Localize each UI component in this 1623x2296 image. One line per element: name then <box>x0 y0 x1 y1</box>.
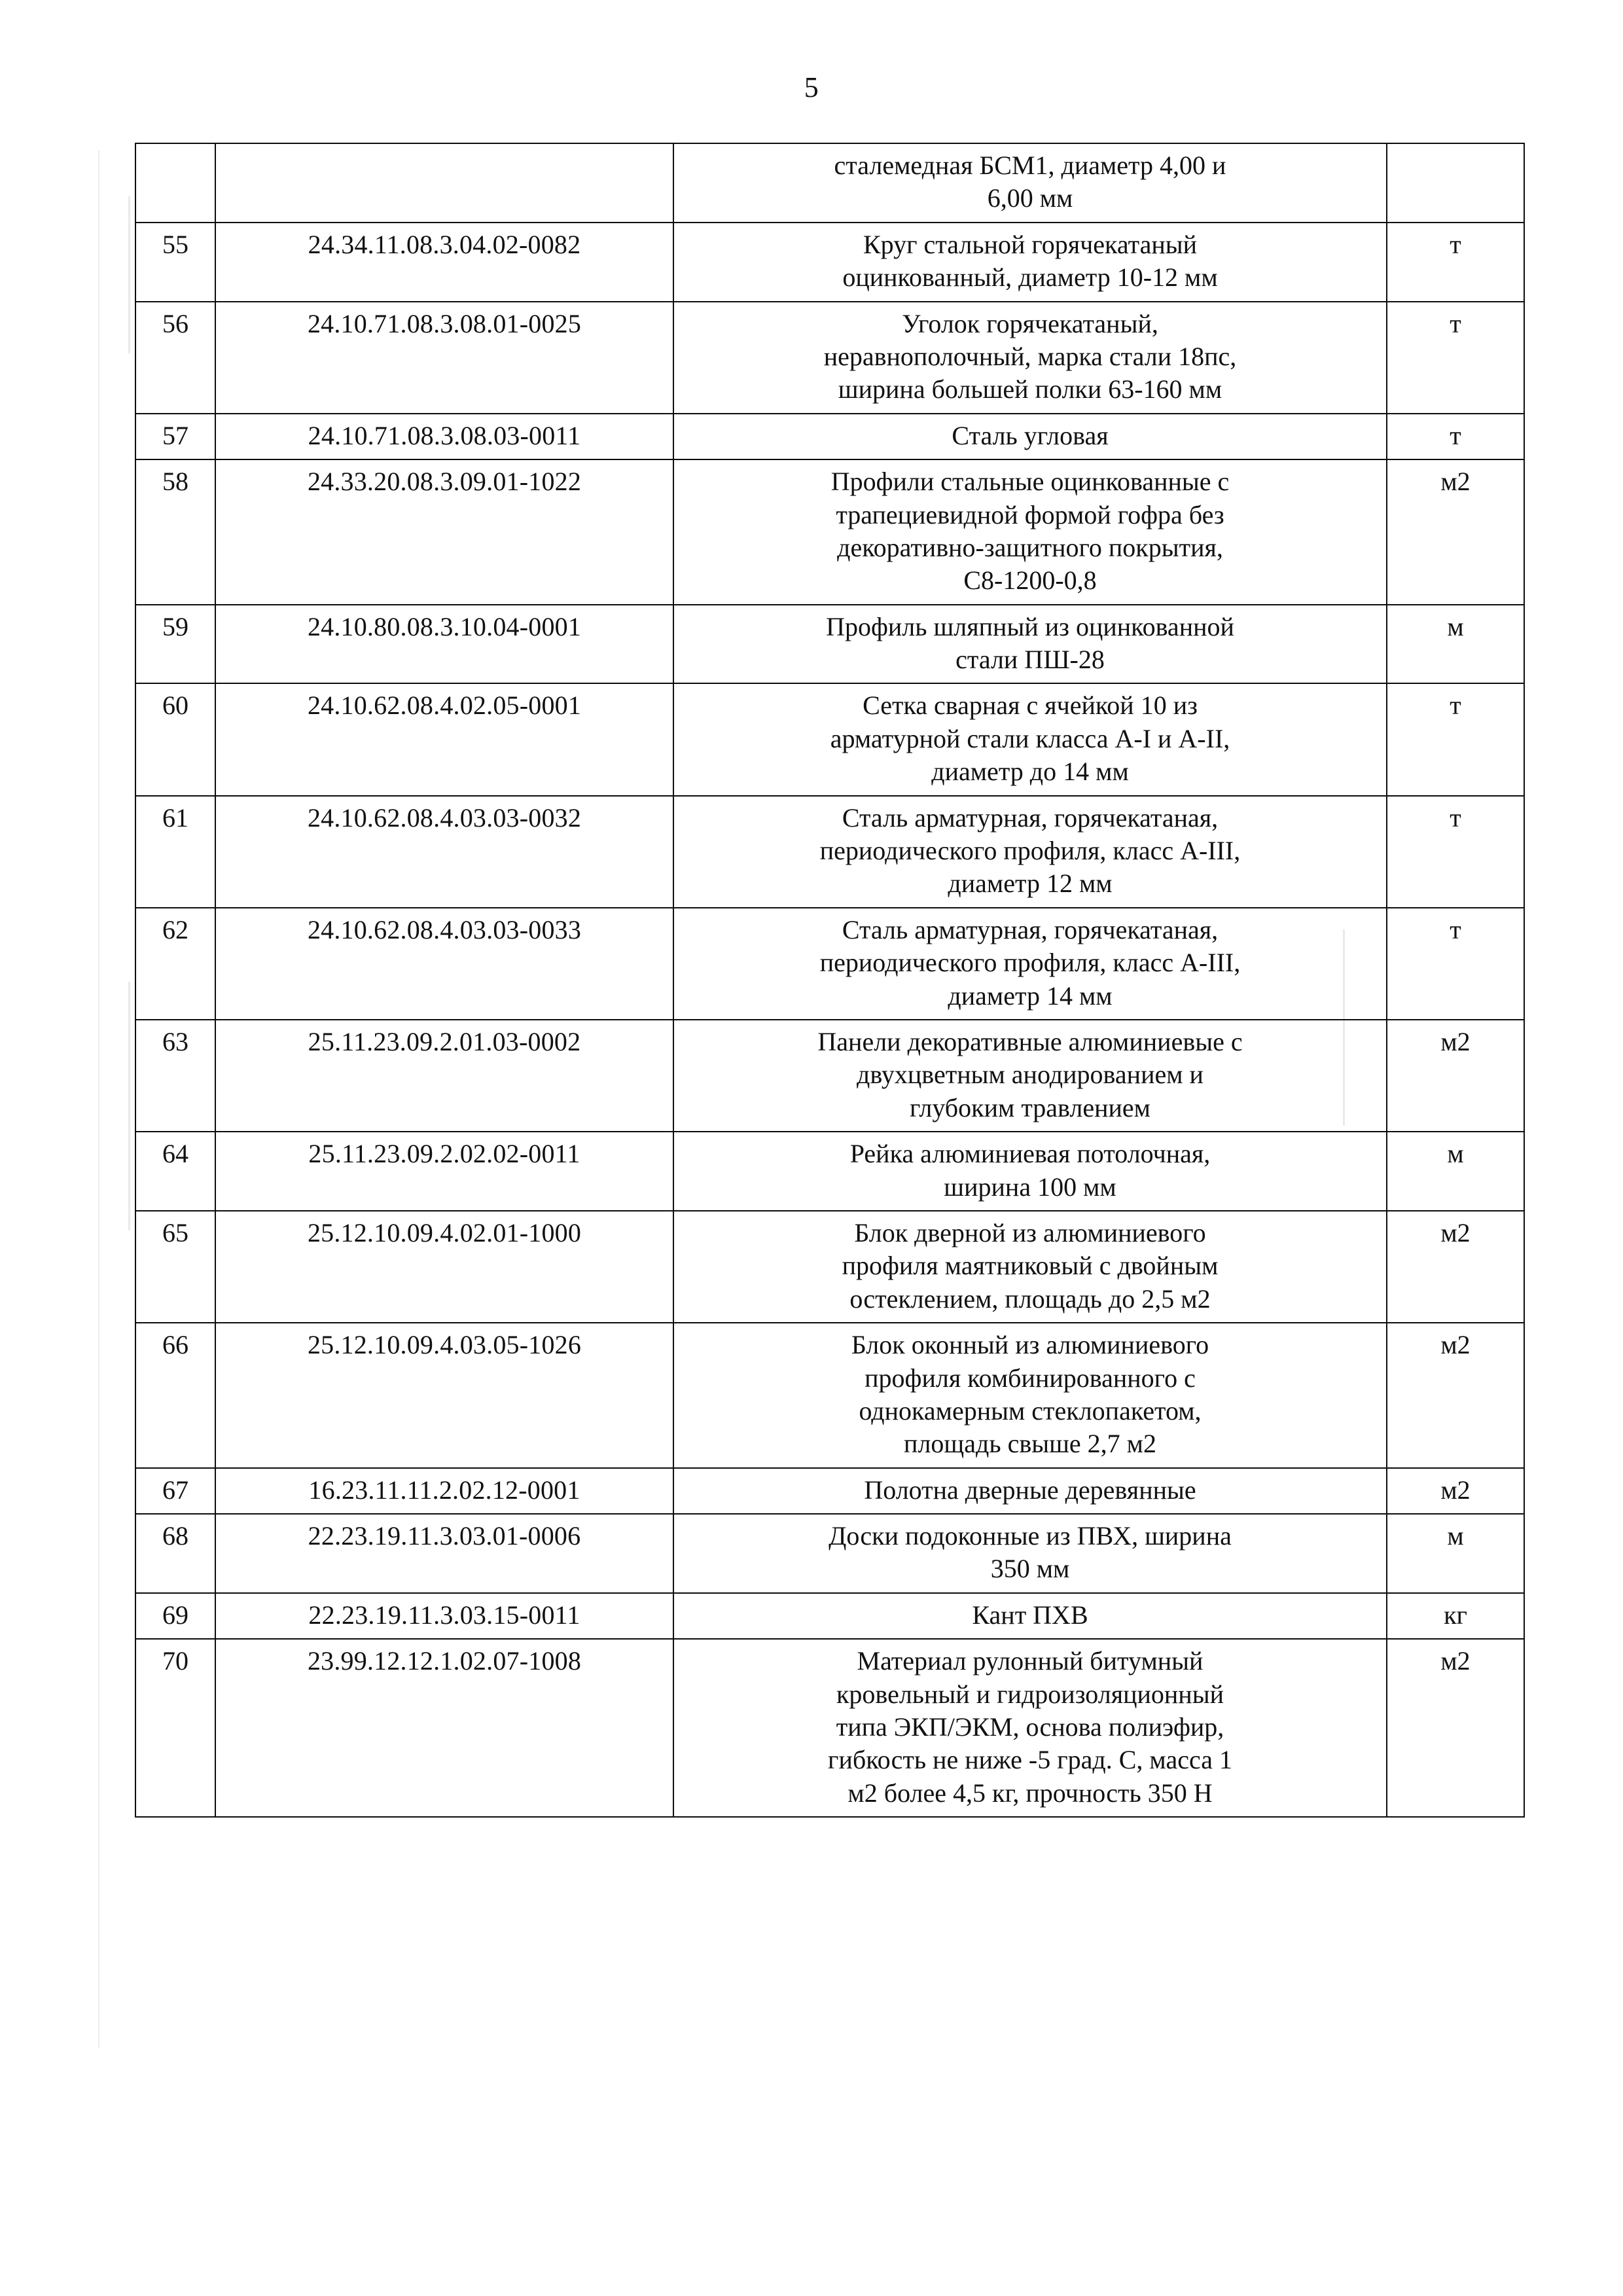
cell-resource-code: 24.34.11.08.3.04.02-0082 <box>215 223 673 302</box>
cell-resource-name <box>673 683 1387 795</box>
table-row <box>135 1593 1524 1639</box>
cell-resource-code: 25.12.10.09.4.03.05-1026 <box>215 1323 673 1468</box>
cell-unit: м2 <box>1387 1639 1524 1817</box>
cell-resource-code: 25.12.10.09.4.02.01-1000 <box>215 1211 673 1323</box>
name-line: профиля комбинированного с <box>865 1363 1196 1393</box>
name-line: гибкость не ниже -5 град. С, масса 1 <box>828 1745 1232 1775</box>
cell-resource-name <box>673 1593 1387 1639</box>
cell-row-number: 64 <box>135 1132 215 1211</box>
table-row <box>135 908 1524 1020</box>
price-list-table <box>135 143 1525 1818</box>
cell-unit: т <box>1387 908 1524 1020</box>
cell-row-number: 57 <box>135 414 215 459</box>
name-line: стали ПШ-28 <box>955 645 1105 675</box>
cell-resource-name <box>673 459 1387 605</box>
cell-resource-name <box>673 223 1387 302</box>
name-line: остеклением, площадь до 2,5 м2 <box>849 1283 1211 1314</box>
name-line: типа ЭКП/ЭКМ, основа полиэфир, <box>836 1712 1224 1742</box>
table-row <box>135 143 1524 223</box>
table-body <box>135 143 1524 1817</box>
cell-unit: м <box>1387 1514 1524 1593</box>
cell-row-number: 56 <box>135 302 215 414</box>
cell-unit: м2 <box>1387 1020 1524 1132</box>
name-line: С8-1200-0,8 <box>963 565 1097 596</box>
name-line: Кант ПХВ <box>972 1600 1088 1630</box>
name-line: Материал рулонный битумный <box>857 1646 1204 1676</box>
name-line: Уголок горячекатаный, <box>902 308 1158 338</box>
scan-artifact-left-mid <box>128 982 130 1230</box>
name-line: глубоким травлением <box>910 1092 1150 1122</box>
price-list-table-wrapper <box>135 143 1524 1818</box>
name-line: Доски подоконные из ПВХ, ширина <box>829 1521 1232 1551</box>
name-line: м2 более 4,5 кг, прочность 350 Н <box>847 1778 1213 1808</box>
cell-resource-name <box>673 143 1387 223</box>
cell-resource-code: 22.23.19.11.3.03.01-0006 <box>215 1514 673 1593</box>
name-line: Блок дверной из алюминиевого <box>854 1217 1206 1247</box>
name-line: диаметр 14 мм <box>948 980 1113 1011</box>
name-line: Полотна дверные деревянные <box>864 1475 1196 1505</box>
name-line: профиля маятниковый с двойным <box>842 1251 1219 1281</box>
cell-resource-code: 16.23.11.11.2.02.12-0001 <box>215 1468 673 1514</box>
page-edge-line <box>98 151 99 2049</box>
cell-row-number: 60 <box>135 683 215 795</box>
name-line: трапециевидной формой гофра без <box>836 499 1224 529</box>
name-line: периодического профиля, класс А-III, <box>819 836 1241 866</box>
cell-row-number: 70 <box>135 1639 215 1817</box>
table-row <box>135 459 1524 605</box>
cell-row-number: 62 <box>135 908 215 1020</box>
table-row <box>135 1468 1524 1514</box>
name-line: Рейка алюминиевая потолочная, <box>849 1139 1211 1169</box>
cell-row-number: 63 <box>135 1020 215 1132</box>
page-number: 5 <box>804 71 819 103</box>
name-line: Профиль шляпный из оцинкованной <box>826 611 1234 641</box>
name-line: диаметр 12 мм <box>948 869 1113 899</box>
table-row <box>135 302 1524 414</box>
name-line: двухцветным анодированием и <box>857 1060 1204 1090</box>
cell-unit: т <box>1387 414 1524 459</box>
cell-resource-name <box>673 908 1387 1020</box>
cell-unit: м <box>1387 1132 1524 1211</box>
cell-unit: т <box>1387 683 1524 795</box>
cell-resource-name <box>673 1132 1387 1211</box>
name-line: Панели декоративные алюминиевые с <box>817 1026 1243 1056</box>
cell-resource-name <box>673 414 1387 459</box>
name-line: ширина 100 мм <box>944 1172 1116 1202</box>
cell-resource-code: 24.33.20.08.3.09.01-1022 <box>215 459 673 605</box>
cell-resource-name <box>673 1514 1387 1593</box>
name-line: однокамерным стеклопакетом, <box>859 1395 1202 1426</box>
name-line: периодического профиля, класс А-III, <box>819 948 1241 978</box>
cell-resource-code: 24.10.62.08.4.02.05-0001 <box>215 683 673 795</box>
cell-row-number: 66 <box>135 1323 215 1468</box>
name-line: оцинкованный, диаметр 10-12 мм <box>842 262 1218 293</box>
cell-row-number: 58 <box>135 459 215 605</box>
name-line: декоративно-защитного покрытия, <box>837 532 1223 562</box>
cell-unit: т <box>1387 302 1524 414</box>
cell-resource-name <box>673 1323 1387 1468</box>
table-row <box>135 796 1524 908</box>
cell-resource-name <box>673 796 1387 908</box>
table-row <box>135 1211 1524 1323</box>
cell-row-number: 55 <box>135 223 215 302</box>
cell-resource-name <box>673 1211 1387 1323</box>
name-line: Блок оконный из алюминиевого <box>851 1330 1209 1360</box>
cell-unit: м2 <box>1387 1468 1524 1514</box>
cell-resource-name <box>673 1020 1387 1132</box>
cell-resource-code: 24.10.62.08.4.03.03-0033 <box>215 908 673 1020</box>
cell-row-number: 61 <box>135 796 215 908</box>
table-row <box>135 1639 1524 1817</box>
name-line: неравнополочный, марка стали 18пс, <box>823 341 1237 371</box>
cell-resource-code: 24.10.71.08.3.08.01-0025 <box>215 302 673 414</box>
name-line: сталемедная БСМ1, диаметр 4,00 и <box>834 151 1226 180</box>
cell-unit <box>1387 143 1524 223</box>
name-line: Сталь арматурная, горячекатаная, <box>842 802 1219 833</box>
cell-resource-code: 24.10.71.08.3.08.03-0011 <box>215 414 673 459</box>
name-line: площадь свыше 2,7 м2 <box>904 1429 1156 1459</box>
cell-row-number: 59 <box>135 605 215 684</box>
name-line: Профили стальные оцинкованные с <box>830 467 1230 497</box>
cell-resource-code: 22.23.19.11.3.03.15-0011 <box>215 1593 673 1639</box>
cell-unit: м <box>1387 605 1524 684</box>
name-line: ширина большей полки 63-160 мм <box>838 374 1222 404</box>
cell-resource-name <box>673 605 1387 684</box>
cell-row-number: 68 <box>135 1514 215 1593</box>
cell-unit: м2 <box>1387 1211 1524 1323</box>
cell-row-number <box>135 143 215 223</box>
cell-unit: м2 <box>1387 459 1524 605</box>
cell-resource-code: 24.10.80.08.3.10.04-0001 <box>215 605 673 684</box>
cell-unit: т <box>1387 223 1524 302</box>
name-line: арматурной стали класса А-I и А-II, <box>830 723 1230 753</box>
cell-row-number: 65 <box>135 1211 215 1323</box>
table-row <box>135 223 1524 302</box>
name-line: Сталь арматурная, горячекатаная, <box>842 914 1219 944</box>
cell-resource-code <box>215 143 673 223</box>
cell-unit: т <box>1387 796 1524 908</box>
cell-unit: м2 <box>1387 1323 1524 1468</box>
name-line: Сталь угловая <box>952 420 1109 450</box>
name-line: 350 мм <box>990 1554 1070 1584</box>
table-row <box>135 1514 1524 1593</box>
cell-resource-code: 25.11.23.09.2.01.03-0002 <box>215 1020 673 1132</box>
cell-row-number: 69 <box>135 1593 215 1639</box>
cell-resource-name <box>673 1468 1387 1514</box>
table-row <box>135 1323 1524 1468</box>
table-row <box>135 605 1524 684</box>
cell-resource-code: 25.11.23.09.2.02.02-0011 <box>215 1132 673 1211</box>
name-line: 6,00 мм <box>987 183 1073 213</box>
table-row <box>135 1132 1524 1211</box>
cell-row-number: 67 <box>135 1468 215 1514</box>
name-line: Сетка сварная с ячейкой 10 из <box>863 691 1198 721</box>
cell-resource-name <box>673 302 1387 414</box>
cell-resource-code: 23.99.12.12.1.02.07-1008 <box>215 1639 673 1817</box>
name-line: Круг стальной горячекатаный <box>863 229 1198 259</box>
table-row <box>135 414 1524 459</box>
scan-artifact-left-top <box>128 196 130 353</box>
cell-unit: кг <box>1387 1593 1524 1639</box>
name-line: диаметр до 14 мм <box>931 757 1129 787</box>
table-row <box>135 683 1524 795</box>
cell-resource-code: 24.10.62.08.4.03.03-0032 <box>215 796 673 908</box>
table-row <box>135 1020 1524 1132</box>
cell-resource-name <box>673 1639 1387 1817</box>
name-line: кровельный и гидроизоляционный <box>836 1679 1224 1709</box>
